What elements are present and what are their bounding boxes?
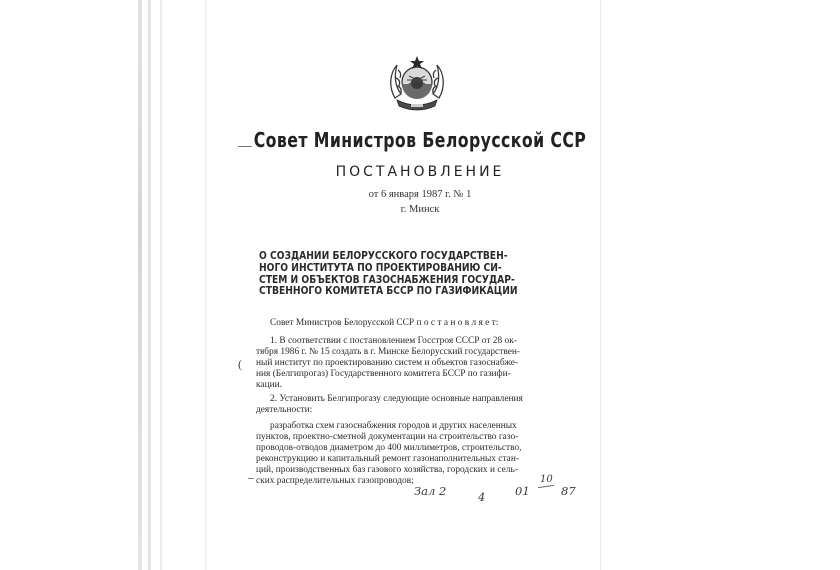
handwritten-note: Зал 2 bbox=[414, 484, 447, 498]
paragraph-line: тября 1986 г. № 15 создать в г. Минске Белорусский государствен- bbox=[256, 346, 520, 357]
state-emblem-icon bbox=[385, 52, 449, 114]
subject-line: СТВЕННОГО КОМИТЕТА БССР ПО ГАЗИФИКАЦИИ bbox=[259, 286, 518, 298]
document-body bbox=[256, 318, 580, 487]
issuer-title: Совет Министров Белорусской ССР bbox=[253, 129, 587, 153]
paragraph-line: 1. В соответствии с постановлением Госстроя СССР от 28 ок- bbox=[270, 335, 517, 346]
paragraph-line: 2. Установить Белгипрогазу следующие основные направления bbox=[270, 394, 523, 405]
document-place: г. Минск bbox=[400, 204, 440, 215]
paragraph-line: реконструкцию и капитальный ремонт газонаполнительных стан- bbox=[256, 453, 519, 464]
document-date-number: от 6 января 1987 г. № 1 bbox=[368, 189, 472, 200]
handwritten-note: 87 bbox=[561, 484, 576, 498]
handwritten-note: 01 bbox=[515, 484, 530, 498]
paragraph-line: ния (Белгипрогаз) Государственного комитета БССР по газифи- bbox=[256, 368, 511, 379]
subject-heading bbox=[259, 251, 579, 298]
handwritten-note: 4 bbox=[478, 490, 486, 504]
subject-line: СТЕМ И ОБЪЕКТОВ ГАЗОСНАБЖЕНИЯ ГОСУДАР- bbox=[259, 274, 515, 286]
handwritten-note: 10 bbox=[540, 474, 553, 485]
paragraph-line: ций, производственных баз газового хозяйства, городских и сель- bbox=[256, 464, 518, 475]
page-fold-line bbox=[600, 0, 601, 570]
paragraph-line: деятельности: bbox=[256, 405, 313, 416]
paragraph-line: проводов-отводов диаметром до 400 миллиметров, строительство, bbox=[256, 443, 522, 454]
paragraph-line: ских распределительных газопроводов; bbox=[256, 475, 414, 486]
scan-streak bbox=[148, 0, 151, 570]
paragraph-line: разработка схем газоснабжения городов и других населенных bbox=[270, 421, 517, 432]
subject-line: О СОЗДАНИИ БЕЛОРУССКОГО ГОСУДАРСТВЕН- bbox=[259, 251, 508, 262]
margin-bracket-mark: ( bbox=[238, 357, 242, 371]
scan-mark bbox=[248, 478, 254, 479]
paragraph-line: кации. bbox=[256, 379, 282, 390]
scan-streak bbox=[138, 0, 142, 570]
intro-line: Совет Министров Белорусской ССР п о с т а н о в л я е т: bbox=[270, 318, 499, 328]
paragraph-line: ный институт по проектированию систем и объектов газоснабже- bbox=[256, 357, 518, 368]
scan-streak bbox=[160, 0, 162, 570]
scan-streak bbox=[205, 0, 207, 570]
document-type: ПОСТАНОВЛЕНИЕ bbox=[335, 164, 505, 180]
subject-line: НОГО ИНСТИТУТА ПО ПРОЕКТИРОВАНИЮ СИ- bbox=[259, 262, 502, 274]
paragraph-line: пунктов, проектно-сметной документации на строительство газо- bbox=[256, 432, 519, 443]
